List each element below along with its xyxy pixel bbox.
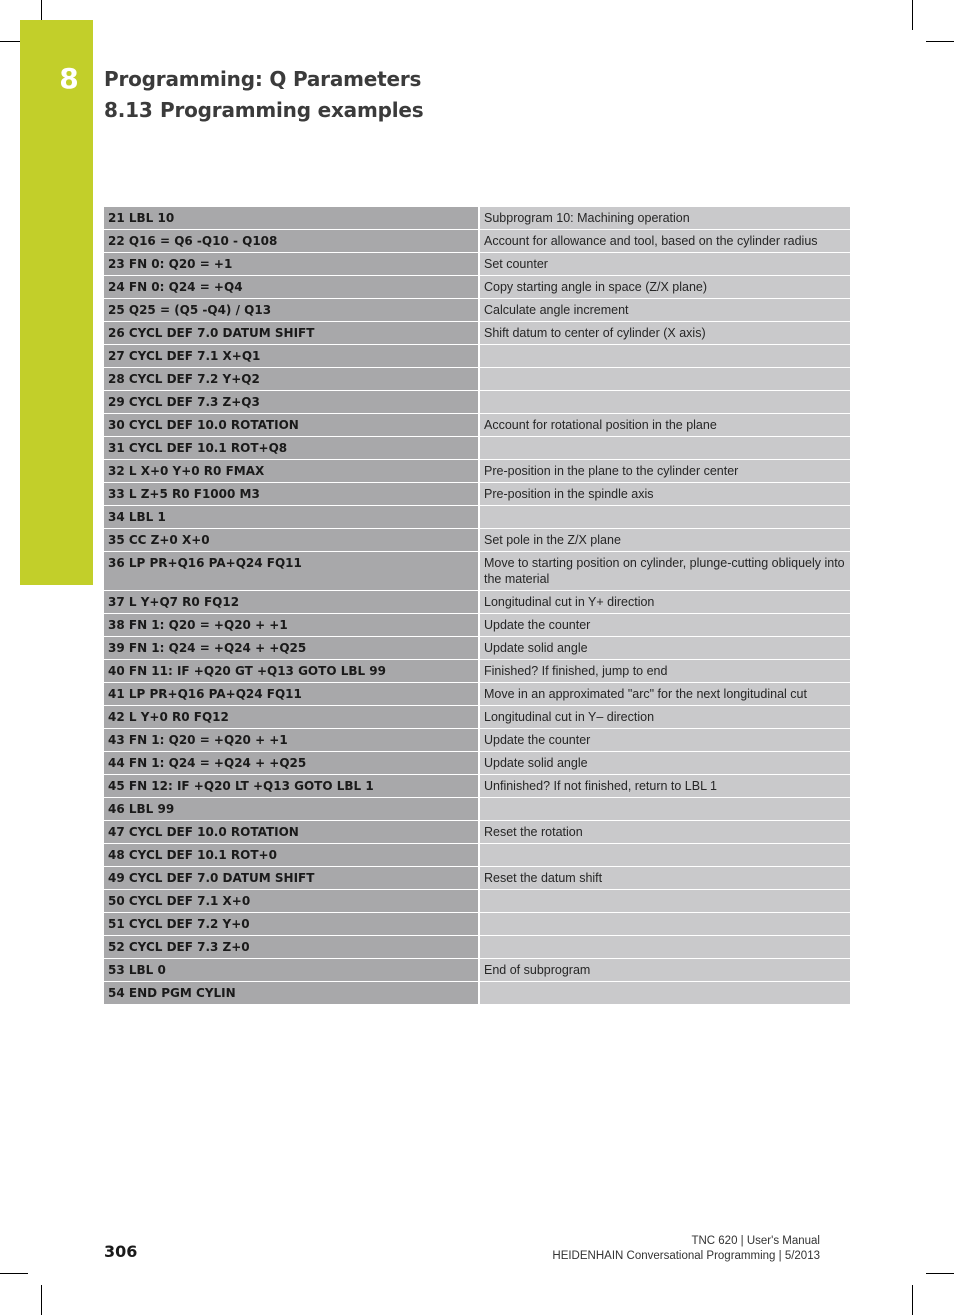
nc-block-comment [479,913,850,936]
nc-block-comment: Reset the datum shift [479,867,850,890]
nc-block-comment [479,798,850,821]
table-row [104,821,850,844]
crop-mark [0,1273,28,1274]
nc-block-code: 39 FN 1: Q24 = +Q24 + +Q25 [104,637,479,660]
nc-block-code: 24 FN 0: Q24 = +Q4 [104,276,479,299]
nc-block-comment: Update solid angle [479,752,850,775]
nc-block-code: 37 L Y+Q7 R0 FQ12 [104,591,479,614]
nc-block-code: 44 FN 1: Q24 = +Q24 + +Q25 [104,752,479,775]
nc-block-code: 51 CYCL DEF 7.2 Y+0 [104,913,479,936]
nc-block-code: 31 CYCL DEF 10.1 ROT+Q8 [104,437,479,460]
nc-block-comment: Move to starting position on cylinder, plunge-cutting obliquely into the material [479,552,850,591]
nc-block-comment: Update solid angle [479,637,850,660]
table-row [104,230,850,253]
nc-block-comment: Account for rotational position in the plane [479,414,850,437]
nc-block-comment: Longitudinal cut in Y– direction [479,706,850,729]
table-row [104,798,850,821]
table-row [104,552,850,591]
nc-block-code: 35 CC Z+0 X+0 [104,529,479,552]
table-row [104,959,850,982]
nc-block-comment [479,506,850,529]
nc-block-code: 49 CYCL DEF 7.0 DATUM SHIFT [104,867,479,890]
nc-block-code: 47 CYCL DEF 10.0 ROTATION [104,821,479,844]
nc-block-code: 48 CYCL DEF 10.1 ROT+0 [104,844,479,867]
nc-block-comment: Set counter [479,253,850,276]
nc-block-code: 26 CYCL DEF 7.0 DATUM SHIFT [104,322,479,345]
table-row [104,414,850,437]
nc-block-code: 33 L Z+5 R0 F1000 M3 [104,483,479,506]
nc-block-code: 22 Q16 = Q6 -Q10 - Q108 [104,230,479,253]
table-row [104,391,850,414]
footer-manual-line: TNC 620 | User's Manual [691,1235,820,1247]
nc-block-code: 23 FN 0: Q20 = +1 [104,253,479,276]
nc-block-comment: End of subprogram [479,959,850,982]
table-row [104,982,850,1005]
table-row [104,276,850,299]
nc-block-code: 32 L X+0 Y+0 R0 FMAX [104,460,479,483]
section-number: 8.13 [104,98,153,122]
table-row [104,775,850,798]
crop-mark [41,1285,42,1315]
nc-block-code: 53 LBL 0 [104,959,479,982]
nc-block-comment: Calculate angle increment [479,299,850,322]
table-row [104,614,850,637]
nc-block-comment: Pre-position in the spindle axis [479,483,850,506]
table-row [104,752,850,775]
nc-block-comment [479,391,850,414]
nc-block-code: 29 CYCL DEF 7.3 Z+Q3 [104,391,479,414]
table-row [104,729,850,752]
nc-block-comment: Update the counter [479,729,850,752]
nc-block-code: 46 LBL 99 [104,798,479,821]
table-row [104,660,850,683]
nc-block-comment [479,345,850,368]
footer-info [552,1234,820,1264]
nc-block-code: 43 FN 1: Q20 = +Q20 + +1 [104,729,479,752]
table-row [104,460,850,483]
table-row [104,322,850,345]
nc-block-code: 30 CYCL DEF 10.0 ROTATION [104,414,479,437]
nc-block-comment: Shift datum to center of cylinder (X axis) [479,322,850,345]
nc-block-code: 27 CYCL DEF 7.1 X+Q1 [104,345,479,368]
table-row [104,529,850,552]
nc-block-code: 25 Q25 = (Q5 -Q4) / Q13 [104,299,479,322]
table-row [104,867,850,890]
crop-mark [926,41,954,42]
table-row [104,345,850,368]
nc-block-comment: Account for allowance and tool, based on the cylinder radius [479,230,850,253]
table-row [104,437,850,460]
nc-block-comment [479,437,850,460]
nc-block-code: 41 LP PR+Q16 PA+Q24 FQ11 [104,683,479,706]
nc-block-comment [479,844,850,867]
crop-mark [926,1273,954,1274]
nc-block-comment: Finished? If finished, jump to end [479,660,850,683]
crop-mark [912,0,913,30]
nc-block-code: 34 LBL 1 [104,506,479,529]
nc-block-comment: Update the counter [479,614,850,637]
nc-block-comment: Pre-position in the plane to the cylinder center [479,460,850,483]
table-row [104,591,850,614]
crop-mark [0,41,22,42]
table-row [104,683,850,706]
table-row [104,913,850,936]
nc-block-code: 21 LBL 10 [104,207,479,230]
nc-block-code: 38 FN 1: Q20 = +Q20 + +1 [104,614,479,637]
nc-block-code: 52 CYCL DEF 7.3 Z+0 [104,936,479,959]
table-row [104,506,850,529]
table-row [104,253,850,276]
nc-block-comment [479,890,850,913]
nc-block-code: 54 END PGM CYLIN [104,982,479,1005]
nc-block-comment: Reset the rotation [479,821,850,844]
table-row [104,207,850,230]
program-table [104,206,850,1005]
table-row [104,483,850,506]
nc-block-code: 36 LP PR+Q16 PA+Q24 FQ11 [104,552,479,591]
nc-block-code: 40 FN 11: IF +Q20 GT +Q13 GOTO LBL 99 [104,660,479,683]
nc-block-comment: Set pole in the Z/X plane [479,529,850,552]
nc-block-code: 45 FN 12: IF +Q20 LT +Q13 GOTO LBL 1 [104,775,479,798]
table-row [104,844,850,867]
chapter-number: 8 [59,62,79,95]
nc-block-code: 42 L Y+0 R0 FQ12 [104,706,479,729]
table-row [104,299,850,322]
table-row [104,890,850,913]
footer-product-line: HEIDENHAIN Conversational Programming | 5/2013 [552,1250,820,1262]
crop-mark [41,0,42,20]
section-title: Programming examples [160,98,424,122]
nc-block-code: 28 CYCL DEF 7.2 Y+Q2 [104,368,479,391]
section-heading [104,98,423,122]
nc-block-comment: Subprogram 10: Machining operation [479,207,850,230]
table-row [104,706,850,729]
nc-block-code: 50 CYCL DEF 7.1 X+0 [104,890,479,913]
nc-block-comment: Copy starting angle in space (Z/X plane) [479,276,850,299]
nc-block-comment [479,982,850,1005]
nc-block-comment [479,936,850,959]
table-row [104,637,850,660]
table-row [104,936,850,959]
chapter-title: Programming: Q Parameters [104,67,422,91]
nc-block-comment: Unfinished? If not finished, return to LBL 1 [479,775,850,798]
program-table-body [104,207,850,1005]
nc-block-comment: Longitudinal cut in Y+ direction [479,591,850,614]
chapter-sidebar [20,20,93,585]
crop-mark [912,1285,913,1315]
nc-block-comment: Move in an approximated "arc" for the next longitudinal cut [479,683,850,706]
page-number: 306 [104,1242,138,1261]
table-row [104,368,850,391]
nc-block-comment [479,368,850,391]
